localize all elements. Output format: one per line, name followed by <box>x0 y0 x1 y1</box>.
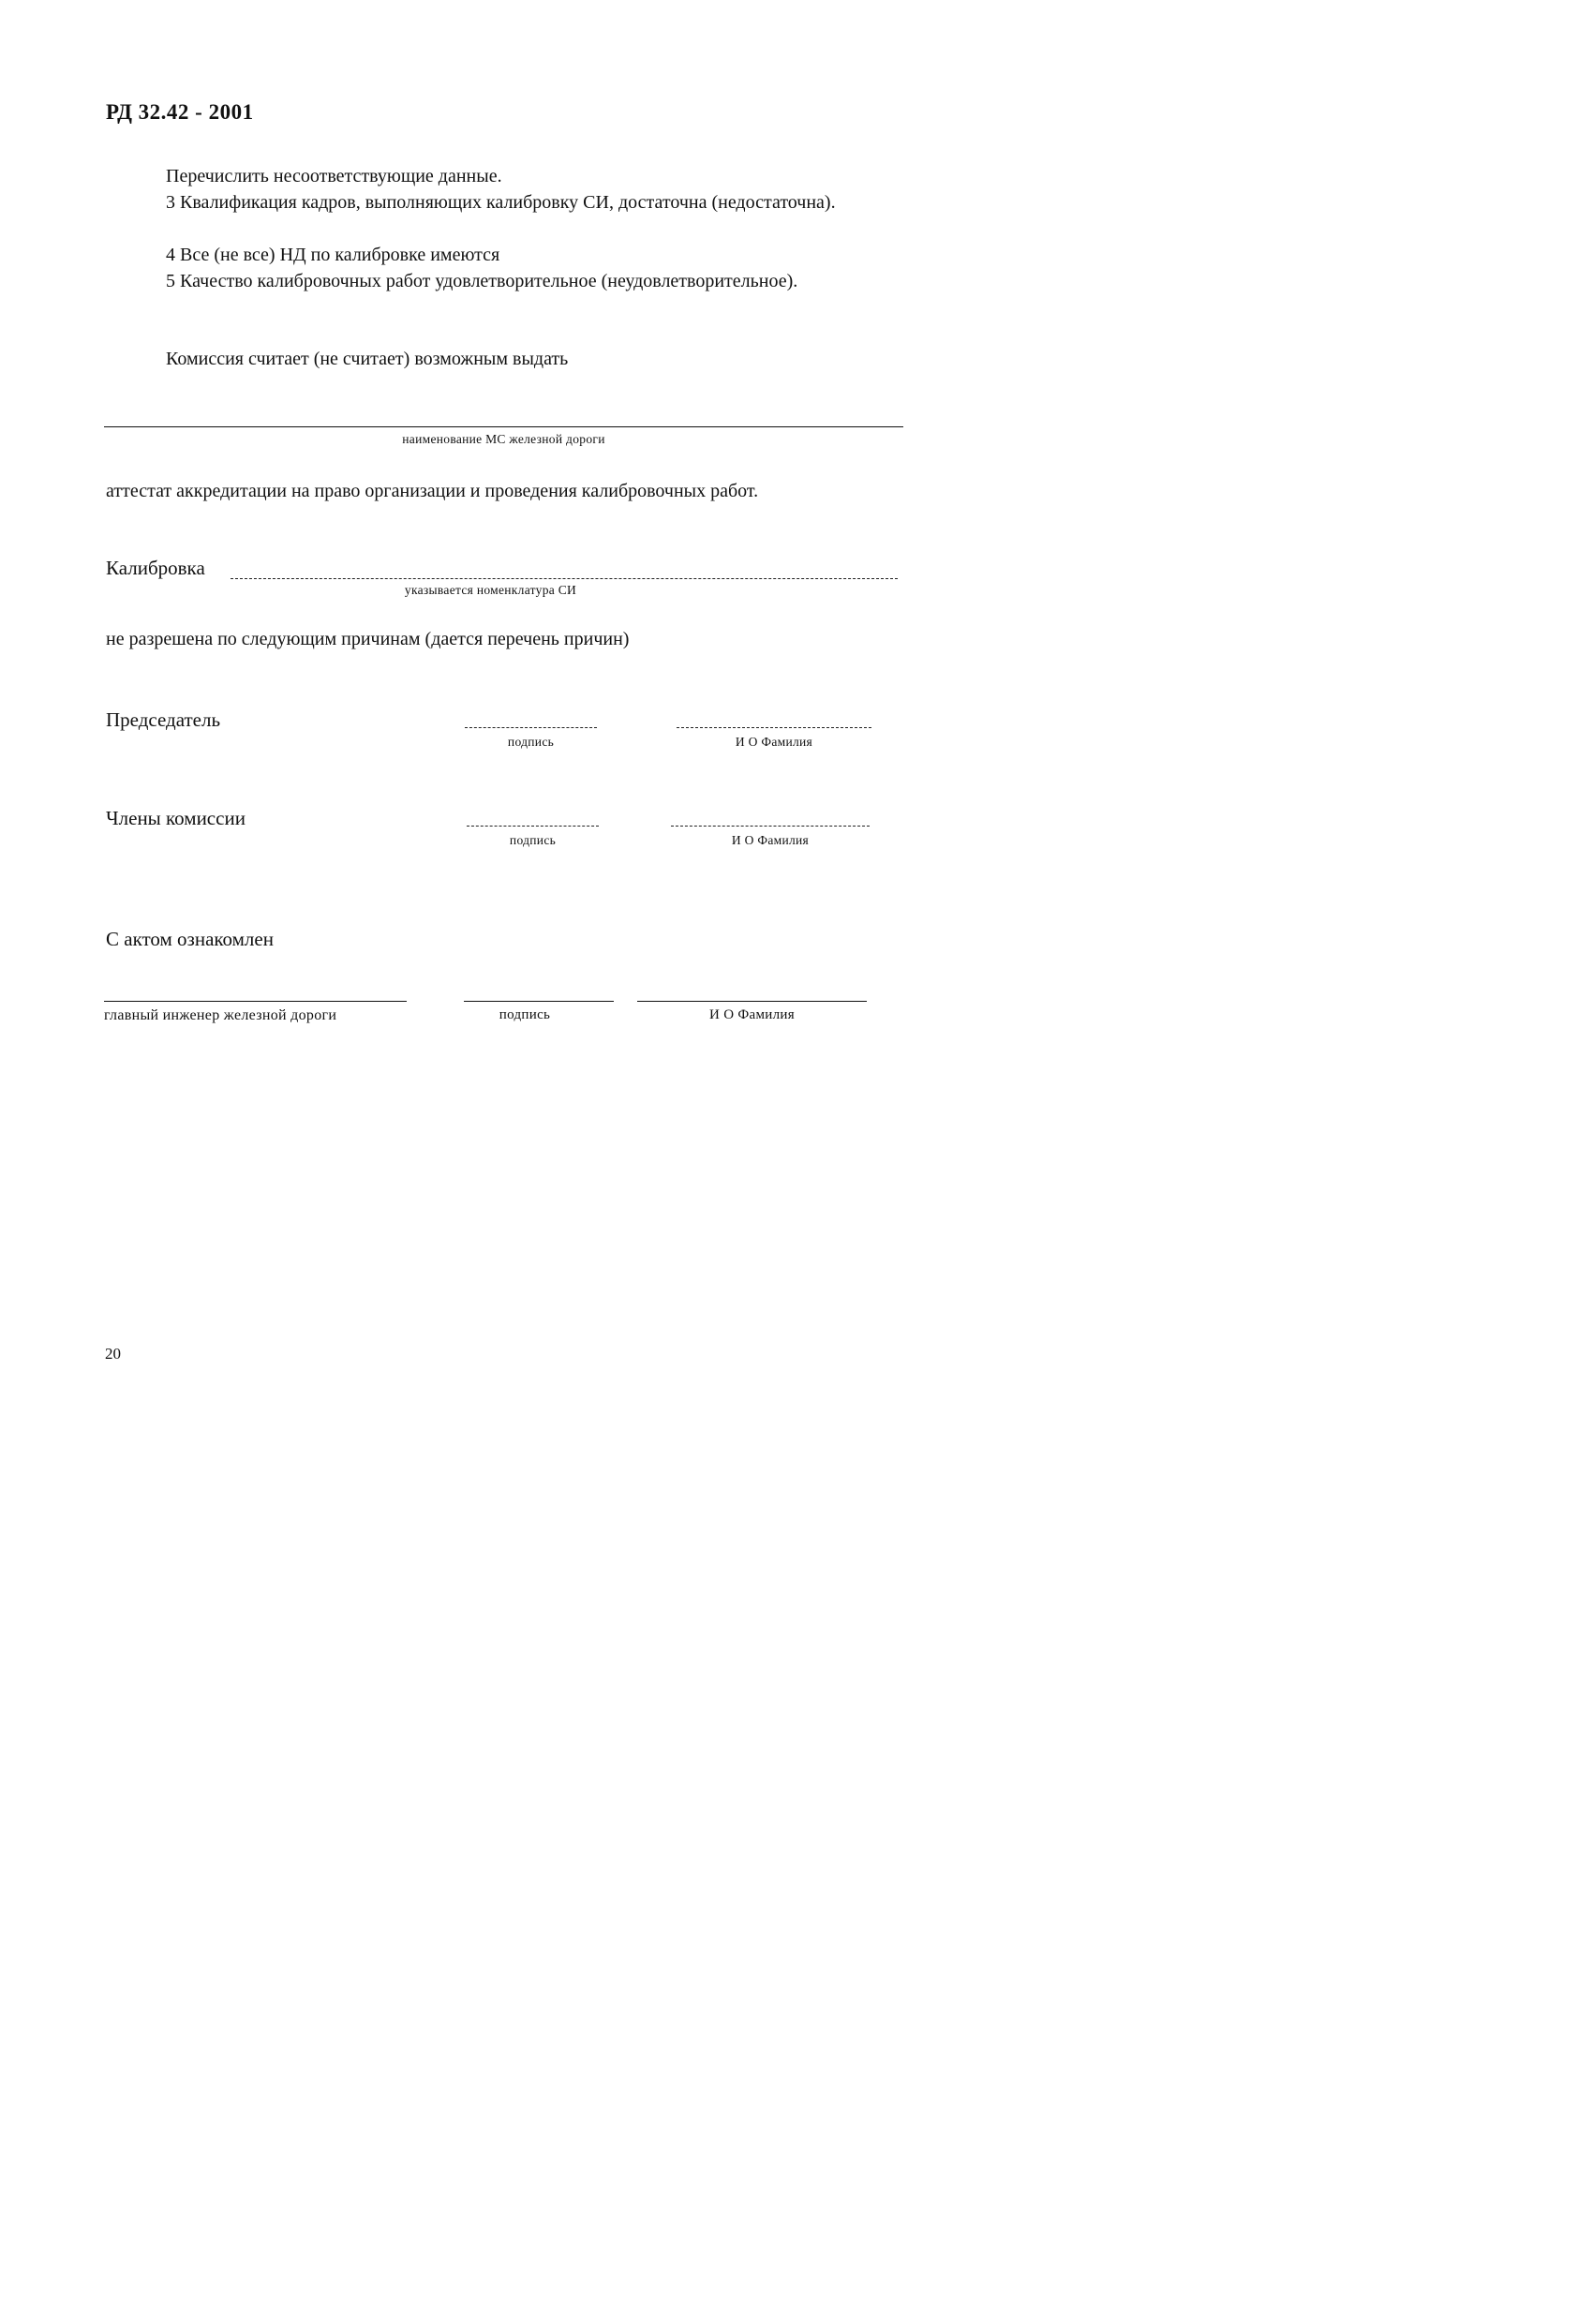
ms-name-line <box>104 426 903 427</box>
engineer-caption: главный инженер железной дороги <box>104 1007 337 1023</box>
chairman-sign-caption: подпись <box>507 735 555 749</box>
paragraph-not-allowed: не разрешена по следующим причинам (дается перечень причин) <box>106 629 630 649</box>
members-label: Члены комиссии <box>106 807 246 829</box>
paragraph-item-5: 5 Качество калибровочных работ удовлетворительное (неудовлетворительное). <box>166 271 798 291</box>
calibration-caption: указывается номенклатура СИ <box>404 583 577 597</box>
engineer-sign-caption: подпись <box>499 1007 551 1022</box>
members-sign-line <box>467 826 599 827</box>
chairman-label: Председатель <box>106 708 221 731</box>
chairman-sign-line <box>465 727 597 728</box>
paragraph-item-4: 4 Все (не все) НД по калибровке имеются <box>166 245 500 265</box>
engineer-name-caption: И О Фамилия <box>709 1007 795 1022</box>
engineer-sign-line <box>464 1001 614 1002</box>
paragraph-attestat: аттестат аккредитации на право организации и проведения калибровочных работ. <box>106 481 759 501</box>
engineer-line <box>104 1001 407 1002</box>
chairman-name-caption: И О Фамилия <box>735 735 813 749</box>
acknowledged-label: С актом ознакомлен <box>106 928 274 950</box>
paragraph-commission: Комиссия считает (не считает) возможным выдать <box>166 349 569 369</box>
document-code: РД 32.42 - 2001 <box>106 100 254 124</box>
engineer-name-line <box>637 1001 867 1002</box>
ms-name-caption: наименование МС железной дороги <box>402 432 605 446</box>
paragraph-item-3: 3 Квалификация кадров, выполняющих калибровку СИ, достаточна (недостаточна). <box>166 192 836 213</box>
calibration-label: Калибровка <box>106 557 205 579</box>
paragraph-list-mismatch: Перечислить несоответствующие данные. <box>166 166 502 186</box>
calibration-line <box>231 578 898 579</box>
members-sign-caption: подпись <box>509 833 557 847</box>
chairman-name-line <box>677 727 871 728</box>
members-name-caption: И О Фамилия <box>731 833 810 847</box>
page-number: 20 <box>105 1345 121 1363</box>
members-name-line <box>671 826 870 827</box>
